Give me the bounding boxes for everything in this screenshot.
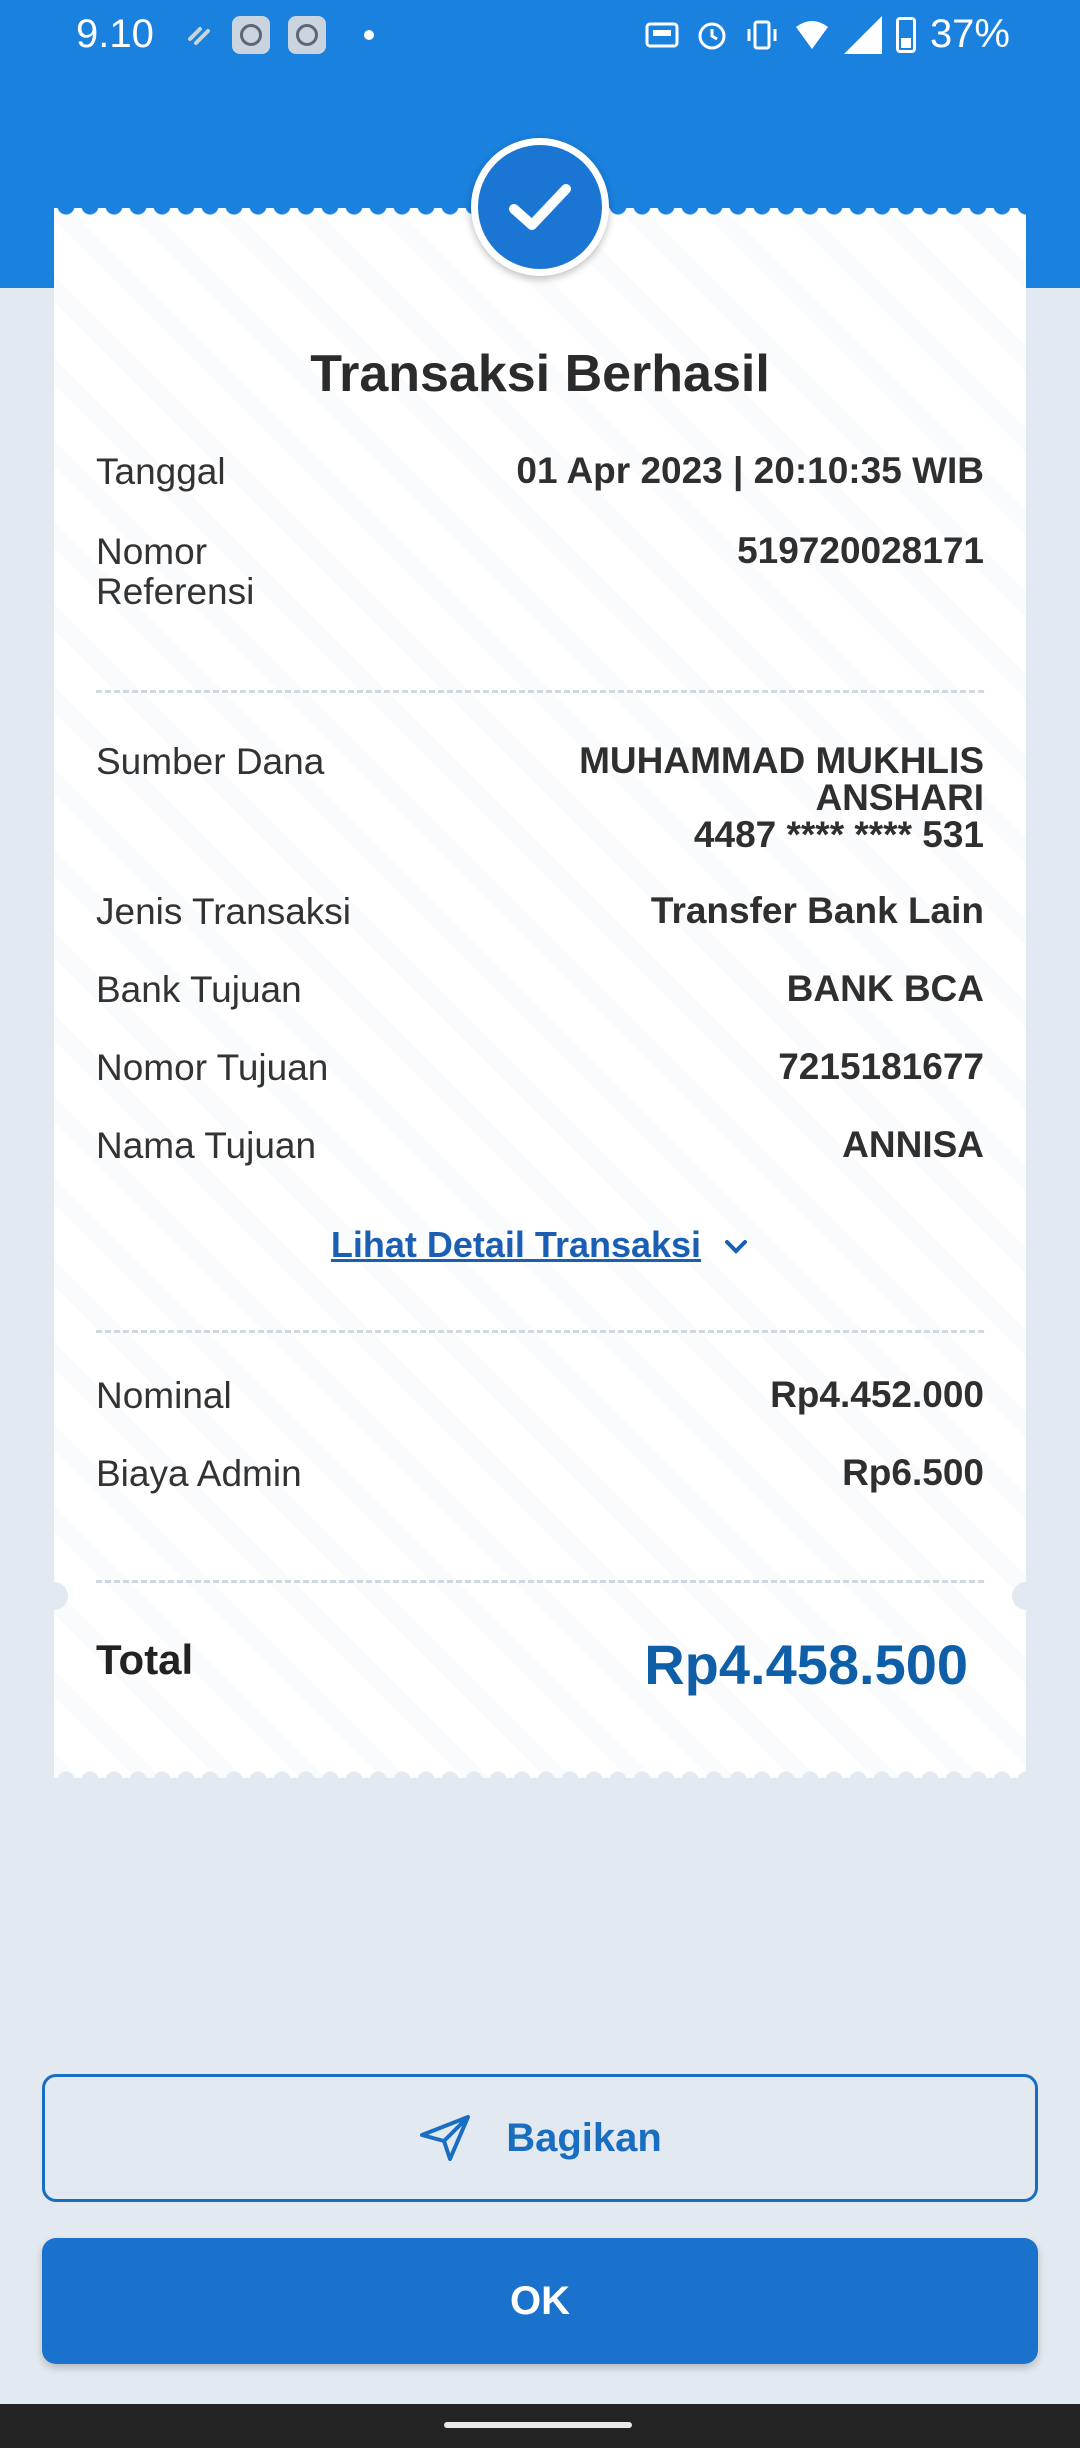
divider: [96, 690, 984, 693]
view-detail-label[interactable]: Lihat Detail Transaksi: [330, 1224, 702, 1265]
total-label: Total: [96, 1636, 194, 1683]
row-label: Biaya Admin: [96, 1453, 302, 1494]
total-value: Rp4.458.500: [644, 1633, 968, 1696]
status-time: 9.10: [76, 12, 154, 56]
row-value: BANK BCA: [786, 968, 984, 1009]
success-badge: [471, 138, 609, 276]
camera-app-icon: [232, 16, 270, 54]
row-value: 519720028171: [737, 530, 984, 571]
row-value: 01 Apr 2023 | 20:10:35 WIB: [516, 450, 984, 491]
status-bar: [0, 0, 1080, 72]
link-icon: [186, 21, 214, 49]
battery-percent: 37%: [929, 12, 1010, 56]
share-label: Bagikan: [506, 2115, 662, 2160]
divider: [96, 1330, 984, 1333]
receipt-bottom-edge: [54, 1764, 1026, 1780]
auto-brightness-icon: [644, 17, 680, 53]
ok-label: OK: [510, 2278, 570, 2323]
battery-icon: [896, 17, 916, 53]
row-label: Nama Tujuan: [96, 1125, 317, 1166]
row-value: Transfer Bank Lain: [650, 890, 984, 931]
row-label: Bank Tujuan: [96, 969, 302, 1010]
more-notifications-dot: [364, 30, 374, 40]
divider: [96, 1580, 984, 1583]
receipt-title: Transaksi Berhasil: [310, 345, 770, 403]
row-label: Nomor Referensi: [96, 531, 255, 612]
receipt-card: [54, 208, 1026, 1778]
alarm-icon: [694, 17, 730, 53]
check-icon: [508, 181, 572, 233]
row-value: Rp6.500: [842, 1452, 984, 1493]
row-label: Nomor Tujuan: [96, 1047, 329, 1088]
navigation-bar: [0, 2404, 1080, 2448]
row-value: Rp4.452.000: [770, 1374, 984, 1415]
signal-icon: [844, 16, 882, 54]
receipt-notch-right: [1012, 1582, 1040, 1610]
row-label: Tanggal: [96, 451, 226, 492]
notification-icons: [186, 16, 374, 54]
row-label: Nominal: [96, 1375, 232, 1416]
row-label: Sumber Dana: [96, 741, 325, 782]
view-detail-link[interactable]: [54, 1224, 1026, 1266]
home-gesture-handle[interactable]: [444, 2422, 632, 2428]
vibrate-icon: [744, 17, 780, 53]
send-icon: [418, 2113, 472, 2163]
share-button[interactable]: [42, 2074, 1038, 2202]
chevron-down-icon[interactable]: [723, 1238, 749, 1256]
row-label: Jenis Transaksi: [96, 891, 351, 932]
row-value: 7215181677: [778, 1046, 984, 1087]
source-account-number: 4487 **** **** 531: [693, 814, 984, 855]
wifi-icon: [794, 17, 830, 53]
system-icons: [644, 12, 1010, 57]
row-value: MUHAMMAD MUKHLIS ANSHARI: [579, 740, 984, 818]
receipt-notch-left: [40, 1582, 68, 1610]
row-value: ANNISA: [842, 1124, 984, 1165]
ok-button[interactable]: [42, 2238, 1038, 2364]
camera-app-icon-2: [288, 16, 326, 54]
